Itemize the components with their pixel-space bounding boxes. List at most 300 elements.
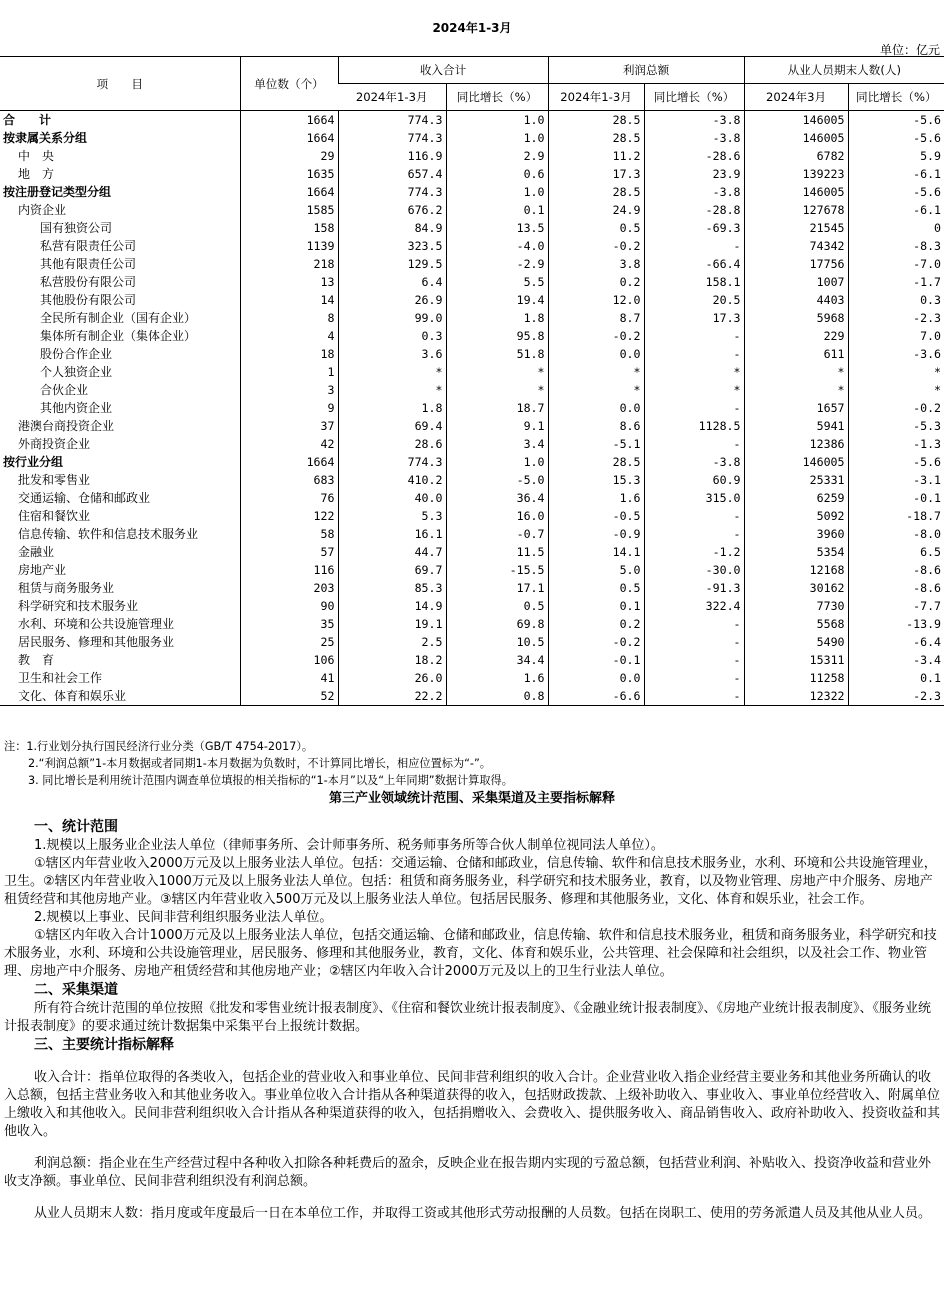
cell-u: 122 [240,507,338,525]
cell-rg: 13.5 [446,219,548,237]
cell-rg: 2.9 [446,147,548,165]
cell-u: 29 [240,147,338,165]
cell-p: -6.6 [548,687,644,706]
cell-p: 3.8 [548,255,644,273]
cell-p: -0.5 [548,507,644,525]
cell-pg: * [644,381,744,399]
table-row [0,273,944,291]
table-row [0,165,944,183]
cell-pg: 315.0 [644,489,744,507]
cell-r: 22.2 [338,687,446,706]
cell-e: 229 [744,327,848,345]
cell-rg: 95.8 [446,327,548,345]
cell-p: -5.1 [548,435,644,453]
cell-p: -0.2 [548,327,644,345]
cell-e: 146005 [744,111,848,130]
cell-rg: 36.4 [446,489,548,507]
cell-eg: 0.1 [848,669,944,687]
cell-u: 1139 [240,237,338,255]
cell-p: 17.3 [548,165,644,183]
cell-eg: -1.7 [848,273,944,291]
cell-r: 774.3 [338,183,446,201]
table-row [0,237,944,255]
cell-r: 6.4 [338,273,446,291]
cell-r: 774.3 [338,129,446,147]
cell-p: 0.1 [548,597,644,615]
paragraph-revenue-def: 收入合计：指单位取得的各类收入，包括企业的营业收入和事业单位、民间非营利组织的收入合计。企业营业收入指企业经营主要业务和其他业务所确认的收入总额，包括主营业务收入和其他业务收入。事业单位收入合计指从各种渠道获得的收入，包括财政拨款、上级补助收入、事业收入、事业单位经营收入、附属单位上缴收入和其他收入。民间非营利组织收入合计指从各种渠道获得的收入，包括捐赠收入、会费收入、提供服务收入、商品销售收入、政府补助收入、投资收益和其他收入。 [4,1070,941,1139]
cell-r: 84.9 [338,219,446,237]
row-label: 科学研究和技术服务业 [18,599,139,613]
table-body [0,111,944,706]
table-row [0,417,944,435]
row-label: 中 央 [18,149,55,163]
cell-rg: 1.8 [446,309,548,327]
row-label: 住宿和餐饮业 [18,509,91,523]
table-row [0,561,944,579]
table-row [0,345,944,363]
table-row [0,201,944,219]
cell-e: * [744,381,848,399]
cell-e: 146005 [744,183,848,201]
cell-pg: - [644,651,744,669]
cell-pg: 17.3 [644,309,744,327]
cell-e: 6782 [744,147,848,165]
explanation-body [4,818,940,1223]
cell-eg: -1.3 [848,435,944,453]
cell-r: 116.9 [338,147,446,165]
cell-pg: - [644,687,744,706]
cell-rg: 1.0 [446,111,548,130]
table-row [0,147,944,165]
header-revenue-period: 2024年1-3月 [338,84,446,111]
cell-u: 90 [240,597,338,615]
cell-e: 12322 [744,687,848,706]
cell-p: 24.9 [548,201,644,219]
cell-p: 5.0 [548,561,644,579]
cell-pg: - [644,615,744,633]
cell-pg: -28.6 [644,147,744,165]
table-row [0,399,944,417]
row-label: 股份合作企业 [40,347,113,361]
row-label: 内资企业 [18,203,67,217]
cell-rg: 69.8 [446,615,548,633]
cell-pg: -3.8 [644,129,744,147]
table-row [0,471,944,489]
cell-pg: -69.3 [644,219,744,237]
cell-u: 1664 [240,129,338,147]
cell-u: 76 [240,489,338,507]
cell-u: 1664 [240,111,338,130]
cell-e: 17756 [744,255,848,273]
cell-u: 683 [240,471,338,489]
table-row [0,543,944,561]
header-units: 单位数（个） [240,57,338,111]
header-item: 项 目 [0,57,240,111]
cell-r: 99.0 [338,309,446,327]
cell-pg: -30.0 [644,561,744,579]
cell-pg: -3.8 [644,111,744,130]
heading-indicators: 三、主要统计指标解释 [34,1037,174,1053]
cell-rg: -2.9 [446,255,548,273]
cell-rg: 1.6 [446,669,548,687]
row-label: 港澳台商投资企业 [18,419,115,433]
cell-r: 774.3 [338,111,446,130]
cell-rg: 10.5 [446,633,548,651]
cell-u: 218 [240,255,338,273]
cell-eg: -0.1 [848,489,944,507]
cell-p: 0.0 [548,345,644,363]
row-label: 金融业 [18,545,55,559]
cell-u: 106 [240,651,338,669]
cell-rg: -4.0 [446,237,548,255]
header-profit: 利润总额 [548,57,744,84]
paragraph-employees-def: 从业人员期末人数：指月度或年度最后一日在本单位工作，并取得工资或其他形式劳动报酬的人员数。包括在岗职工、使用的劳务派遣人员及其他从业人员。 [34,1206,932,1221]
cell-p: 28.5 [548,129,644,147]
table-row [0,615,944,633]
cell-p: 14.1 [548,543,644,561]
cell-eg: 5.9 [848,147,944,165]
cell-eg: -5.6 [848,453,944,471]
cell-u: 203 [240,579,338,597]
cell-pg: -66.4 [644,255,744,273]
row-label: 其他有限责任公司 [40,257,137,271]
table-row [0,219,944,237]
row-label: 私营有限责任公司 [40,239,137,253]
cell-pg: * [644,363,744,381]
cell-e: 5490 [744,633,848,651]
cell-pg: - [644,345,744,363]
cell-u: 4 [240,327,338,345]
table-notes [4,738,513,789]
row-label: 合 计 [3,113,52,127]
paragraph-scope-4: ①辖区内年收入合计1000万元及以上服务业法人单位，包括交通运输、仓储和邮政业，信息传输、软件和信息技术服务业，租赁和商务服务业，科学研究和技术服务业，水利、环境和公共设施管理业，居民服务、修理和其他服务业，教育，文化、体育和娱乐业，公共管理、社会保障和社会组织，以及社会工作、物业管理、房地产中介服务、房地产租赁经营和其他房地产业；②辖区内年收入合计2000万元及以上的卫生行业法人单位。 [4,928,937,979]
cell-eg: -0.2 [848,399,944,417]
cell-u: 3 [240,381,338,399]
cell-u: 25 [240,633,338,651]
cell-u: 1664 [240,183,338,201]
heading-scope: 一、统计范围 [34,819,118,835]
row-label: 其他股份有限公司 [40,293,137,307]
cell-rg: 9.1 [446,417,548,435]
cell-rg: 0.6 [446,165,548,183]
cell-eg: -7.7 [848,597,944,615]
cell-r: 1.8 [338,399,446,417]
cell-r: 69.7 [338,561,446,579]
cell-eg: -8.6 [848,579,944,597]
cell-rg: 1.0 [446,129,548,147]
table-row [0,651,944,669]
cell-p: 0.0 [548,399,644,417]
row-label: 其他内资企业 [40,401,113,415]
period-title: 2024年1-3月 [432,21,512,35]
unit-label: 单位：亿元 [879,43,940,57]
cell-rg: 1.0 [446,183,548,201]
cell-rg: 0.1 [446,201,548,219]
cell-eg: -5.6 [848,129,944,147]
cell-pg: 158.1 [644,273,744,291]
cell-e: 3960 [744,525,848,543]
cell-rg: * [446,363,548,381]
table-row [0,111,944,130]
cell-p: 1.6 [548,489,644,507]
table-row [0,183,944,201]
row-label: 国有独资公司 [40,221,113,235]
cell-r: * [338,363,446,381]
row-label: 文化、体育和娱乐业 [0,687,240,706]
row-label: 居民服务、修理和其他服务业 [18,635,175,649]
cell-u: 41 [240,669,338,687]
cell-rg: 34.4 [446,651,548,669]
cell-r: 129.5 [338,255,446,273]
cell-r: 774.3 [338,453,446,471]
cell-u: 14 [240,291,338,309]
cell-r: 3.6 [338,345,446,363]
cell-e: 5968 [744,309,848,327]
cell-eg: 0 [848,219,944,237]
cell-eg: -2.3 [848,309,944,327]
cell-p: 0.5 [548,579,644,597]
header-employees-month: 2024年3月 [744,84,848,111]
paragraph-channel: 所有符合统计范围的单位按照《批发和零售业统计报表制度》、《住宿和餐饮业统计报表制度》、《金融业统计报表制度》、《房地产业统计报表制度》、《服务业统计报表制度》的要求通过统计数据集中采集平台上报统计数据。 [4,1001,932,1034]
cell-eg: -8.3 [848,237,944,255]
row-label: 地 方 [18,167,55,181]
cell-u: 116 [240,561,338,579]
header-profit-period: 2024年1-3月 [548,84,644,111]
heading-channel: 二、采集渠道 [34,982,118,998]
cell-pg: - [644,327,744,345]
table-row [0,687,944,706]
cell-pg: -28.8 [644,201,744,219]
cell-p: * [548,381,644,399]
cell-p: 0.5 [548,219,644,237]
row-label: 个人独资企业 [40,365,113,379]
cell-pg: - [644,435,744,453]
cell-e: 611 [744,345,848,363]
cell-u: 37 [240,417,338,435]
cell-eg: * [848,381,944,399]
cell-e: 1007 [744,273,848,291]
cell-rg: 0.5 [446,597,548,615]
cell-r: 18.2 [338,651,446,669]
table-row [0,291,944,309]
cell-pg: - [644,669,744,687]
cell-eg: -2.3 [848,687,944,706]
cell-r: 69.4 [338,417,446,435]
row-label: 卫生和社会工作 [18,671,103,685]
cell-r: 676.2 [338,201,446,219]
cell-e: 4403 [744,291,848,309]
table-row [0,579,944,597]
cell-rg: 51.8 [446,345,548,363]
cell-eg: -6.1 [848,201,944,219]
cell-p: 28.5 [548,111,644,130]
note-3: 3. 同比增长是利用统计范围内调查单位填报的相关指标的“1-本月”以及“上年同期”数据计算取得。 [28,774,513,787]
table-row [0,669,944,687]
section-title: 第三产业领域统计范围、采集渠道及主要指标解释 [328,791,615,806]
cell-r: 14.9 [338,597,446,615]
cell-e: 12386 [744,435,848,453]
cell-u: 18 [240,345,338,363]
cell-r: 26.0 [338,669,446,687]
cell-pg: 23.9 [644,165,744,183]
row-label: 按隶属关系分组 [3,131,88,145]
cell-p: 0.0 [548,669,644,687]
cell-u: 1635 [240,165,338,183]
cell-r: 28.6 [338,435,446,453]
cell-p: 28.5 [548,453,644,471]
cell-pg: - [644,525,744,543]
cell-r: 26.9 [338,291,446,309]
cell-e: 30162 [744,579,848,597]
table-row [0,255,944,273]
cell-eg: -3.4 [848,651,944,669]
cell-eg: -5.6 [848,183,944,201]
cell-e: 1657 [744,399,848,417]
cell-eg: 6.5 [848,543,944,561]
cell-e: 7730 [744,597,848,615]
header-revenue: 收入合计 [338,57,548,84]
cell-p: -0.2 [548,633,644,651]
row-label: 外商投资企业 [18,437,91,451]
cell-u: 13 [240,273,338,291]
cell-pg: -3.8 [644,453,744,471]
cell-e: 146005 [744,129,848,147]
cell-p: 12.0 [548,291,644,309]
header-employees-growth: 同比增长（%） [848,84,944,111]
cell-rg: 11.5 [446,543,548,561]
table-row [0,633,944,651]
cell-pg: -1.2 [644,543,744,561]
cell-r: 16.1 [338,525,446,543]
cell-u: 1664 [240,453,338,471]
row-label: 交通运输、仓储和邮政业 [18,491,151,505]
cell-eg: -6.4 [848,633,944,651]
cell-e: 5354 [744,543,848,561]
table-row [0,363,944,381]
cell-eg: -18.7 [848,507,944,525]
table-row [0,435,944,453]
cell-pg: -91.3 [644,579,744,597]
table-row [0,381,944,399]
cell-rg: 17.1 [446,579,548,597]
cell-rg: 1.0 [446,453,548,471]
row-label: 租赁与商务服务业 [18,581,115,595]
cell-u: 9 [240,399,338,417]
table-row [0,597,944,615]
cell-u: 52 [240,687,338,706]
cell-pg: 60.9 [644,471,744,489]
cell-e: 12168 [744,561,848,579]
cell-eg: -13.9 [848,615,944,633]
cell-r: 2.5 [338,633,446,651]
cell-e: 5568 [744,615,848,633]
cell-p: -0.9 [548,525,644,543]
cell-r: 19.1 [338,615,446,633]
cell-pg: - [644,507,744,525]
cell-p: -0.1 [548,651,644,669]
cell-pg: 1128.5 [644,417,744,435]
cell-u: 42 [240,435,338,453]
header-profit-growth: 同比增长（%） [644,84,744,111]
note-2: 2.“利润总额”1-本月数据或者同期1-本月数据为负数时，不计算同比增长，相应位置标为“-”。 [28,757,491,770]
cell-eg: 7.0 [848,327,944,345]
cell-eg: -3.6 [848,345,944,363]
cell-e: 11258 [744,669,848,687]
cell-e: 146005 [744,453,848,471]
table-row [0,453,944,471]
cell-eg: -3.1 [848,471,944,489]
cell-eg: -8.0 [848,525,944,543]
note-1: 注：1.行业划分执行国民经济行业分类（GB/T 4754-2017）。 [4,740,314,753]
row-label: 按注册登记类型分组 [3,185,112,199]
cell-rg: 0.8 [446,687,548,706]
cell-rg: 3.4 [446,435,548,453]
cell-e: 25331 [744,471,848,489]
cell-rg: 19.4 [446,291,548,309]
cell-pg: -3.8 [644,183,744,201]
cell-pg: 20.5 [644,291,744,309]
cell-e: 6259 [744,489,848,507]
cell-r: 44.7 [338,543,446,561]
cell-e: 139223 [744,165,848,183]
cell-pg: 322.4 [644,597,744,615]
cell-rg: -5.0 [446,471,548,489]
cell-p: 28.5 [548,183,644,201]
cell-p: 11.2 [548,147,644,165]
table-row [0,309,944,327]
cell-e: 5941 [744,417,848,435]
row-label: 信息传输、软件和信息技术服务业 [18,527,199,541]
row-label: 私营股份有限公司 [40,275,137,289]
cell-p: -0.2 [548,237,644,255]
cell-p: 8.6 [548,417,644,435]
table-row [0,489,944,507]
cell-eg: * [848,363,944,381]
cell-e: 5092 [744,507,848,525]
table-row [0,327,944,345]
paragraph-scope-1: 1.规模以上服务业企业法人单位（律师事务所、会计师事务所、税务师事务所等合伙人制单位视同法人单位）。 [34,838,664,853]
cell-r: 323.5 [338,237,446,255]
cell-u: 35 [240,615,338,633]
cell-p: 15.3 [548,471,644,489]
cell-pg: - [644,633,744,651]
paragraph-profit-def: 利润总额：指企业在生产经营过程中各种收入扣除各种耗费后的盈余，反映企业在报告期内实现的亏盈总额，包括营业利润、补贴收入、投资净收益和营业外收支净额。事业单位、民间非营利组织没有利润总额。 [4,1156,932,1189]
table-row [0,507,944,525]
cell-eg: 0.3 [848,291,944,309]
cell-rg: 5.5 [446,273,548,291]
cell-e: 15311 [744,651,848,669]
table-row [0,525,944,543]
row-label: 批发和零售业 [18,473,91,487]
cell-pg: - [644,237,744,255]
cell-e: 74342 [744,237,848,255]
header-revenue-growth: 同比增长（%） [446,84,548,111]
row-label: 水利、环境和公共设施管理业 [18,617,175,631]
cell-r: 410.2 [338,471,446,489]
cell-pg: - [644,399,744,417]
cell-u: 1 [240,363,338,381]
paragraph-scope-3: 2.规模以上事业、民间非营利组织服务业法人单位。 [34,910,333,925]
cell-r: 5.3 [338,507,446,525]
cell-rg: -0.7 [446,525,548,543]
cell-u: 57 [240,543,338,561]
table-row [0,129,944,147]
cell-rg: * [446,381,548,399]
row-label: 集体所有制企业（集体企业） [40,329,197,343]
paragraph-scope-2: ①辖区内年营业收入2000万元及以上服务业法人单位。包括：交通运输、仓储和邮政业，信息传输、软件和信息技术服务业，水利、环境和公共设施管理业，卫生。②辖区内年营业收入1000万元及以上服务业法人单位。包括：租赁和商务服务业，科学研究和技术服务业，教育，以及物业管理、房地产中介服务、房地产租赁经营和其他房地产业。③辖区内年营业收入500万元及以上服务业法人单位。包括居民服务、修理和其他服务业，文化、体育和娱乐业，社会工作。 [4,856,937,907]
cell-r: 657.4 [338,165,446,183]
cell-p: 0.2 [548,273,644,291]
